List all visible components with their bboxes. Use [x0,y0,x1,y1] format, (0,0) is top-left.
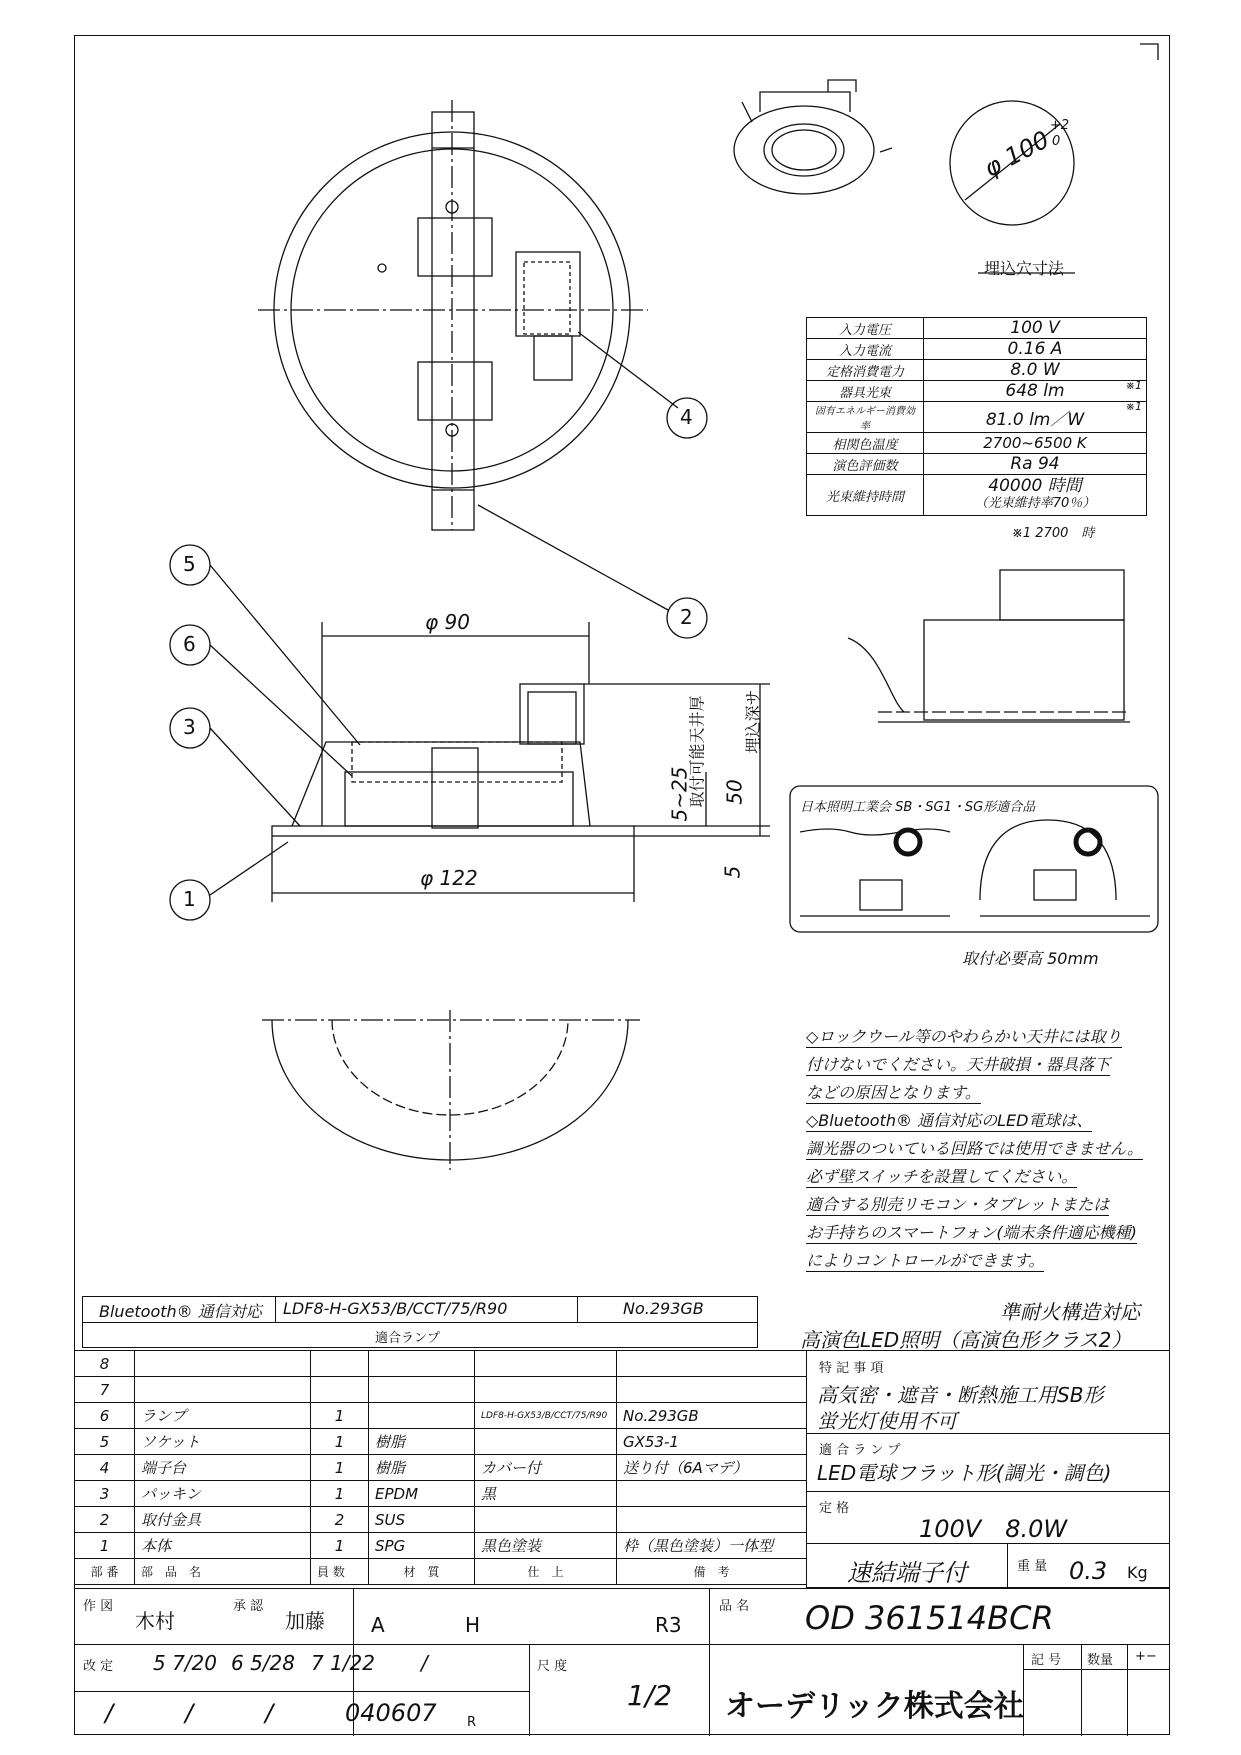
sb-box-caption: 取付必要高 50mm [962,949,1099,968]
spec-table: 入力電圧 100 V 入力電流 0.16 A 定格消費電力 8.0 W 器具光束 648 lm ※1 固有エネルギー消費効率 81.0 lm／W ※1 相関色温度 2700~6500 K 演色評価数 Ra 94 光束維持時間 40000 時間 （光束維持率70％） [806,317,1147,516]
table-row: 5 ソケット 1 樹脂 GX53-1 [75,1429,807,1455]
lamp-bluetooth: Bluetooth® 通信対応 [99,1302,262,1321]
rating-title: 定 格 [819,1501,850,1516]
dim-range-label: 取付可能天井厚 [687,695,707,808]
lamp-box [82,1296,758,1348]
spec-footnote: ※1 2700 時 [1012,526,1095,541]
fire-title: 準耐火構造対応 [1000,1300,1140,1324]
table-row: 7 [75,1377,807,1403]
lamp-model: LDF8-H-GX53/B/CCT/75/R90 [283,1299,508,1318]
grade-r3: R3 [655,1613,682,1637]
rating-value: 100V 8.0W [919,1515,1068,1543]
dim-50: 50 [722,779,747,805]
company-name: オーデリック株式会社 [725,1689,1024,1724]
weight-value: 0.3 [1069,1557,1108,1585]
plusminus-label: +− [1135,1649,1157,1664]
doc-suffix: R [467,1715,477,1730]
dim-range: 5~25 [667,766,692,822]
product-name: OD 361514BCR [805,1599,1054,1637]
blank-1: / [105,1699,114,1727]
grade-a: A [371,1613,385,1637]
lamp-title: 適 合 ラ ン プ [819,1443,901,1458]
main-title: 高演色LED照明（高演色形クラス2） [800,1328,1132,1352]
drawn-by: 木村 [135,1609,175,1633]
blank-2: / [185,1699,194,1727]
callout-5: 5 [183,552,196,576]
table-row: 8 [75,1351,807,1377]
lamp-type: LED電球フラット形(調光・調色) [817,1461,1112,1485]
product-label: 品 名 [719,1599,750,1614]
callout-6: 6 [183,632,196,656]
hole-caption: 埋込穴寸法 [984,259,1065,278]
blank-3: / [265,1699,274,1727]
dim-50-label: 埋込深サ [743,689,763,754]
drawn-label: 作 図 [83,1599,114,1614]
parts-table [74,1350,807,1585]
title-block [74,1588,1170,1735]
dim-5: 5 [720,865,745,879]
revision-2: 6 5/28 [231,1651,295,1675]
callout-1: 1 [183,887,196,911]
revision-1: 5 7/20 [153,1651,217,1675]
table-row: 6 ランプ 1 LDF8-H-GX53/B/CCT/75/R90 No.293GB [75,1403,807,1429]
table-row: 2 取付金具 2 SUS [75,1507,807,1533]
callout-2: 2 [680,605,693,629]
table-row: 1 本体 1 SPG 黒色塗装 枠（黒色塗装）一体型 [75,1533,807,1559]
hole-tol-plus: +2 [1050,118,1070,133]
weight-unit: Kg [1127,1563,1148,1582]
lamp-no: No.293GB [623,1299,704,1318]
revision-4: / [421,1651,428,1675]
hole-dimension: φ 100 [979,125,1054,183]
special-line2: 蛍光灯使用不可 [817,1409,957,1433]
table-header: 部 番 部 品 名 員 数 材 質 仕 上 備 考 [75,1559,807,1585]
special-line1: 高気密・遮音・断熱施工用SB形 [817,1383,1104,1407]
sb-box-title: 日本照明工業会 SB・SG1・SG形適合品 [800,800,1036,815]
dim-122: φ 122 [420,866,478,890]
mark-label: 記 号 [1031,1653,1062,1668]
terminal-type: 速結端子付 [847,1559,967,1587]
doc-number: 040607 [345,1699,437,1727]
scale-label: 尺 度 [537,1659,568,1674]
qty-label: 数量 [1087,1653,1114,1668]
table-row: 3 パッキン 1 EPDM 黒 [75,1481,807,1507]
revision-label: 改 定 [83,1659,114,1674]
lamp-label: 適合ランプ [375,1331,441,1346]
approved-by: 加藤 [285,1609,325,1633]
dim-90: φ 90 [425,610,470,634]
callout-3: 3 [183,715,196,739]
hole-tol-zero: 0 [1052,134,1061,149]
special-title: 特 記 事 項 [819,1361,884,1376]
special-notes-box [806,1350,1170,1588]
scale-value: 1/2 [627,1679,673,1712]
callout-4: 4 [680,405,693,429]
table-row: 4 端子台 1 樹脂 カバー付 送り付（6Aマデ） [75,1455,807,1481]
approved-label: 承 認 [233,1599,264,1614]
revision-3: 7 1/22 [311,1651,375,1675]
grade-h: H [465,1613,481,1637]
weight-title: 重 量 [1017,1559,1048,1574]
